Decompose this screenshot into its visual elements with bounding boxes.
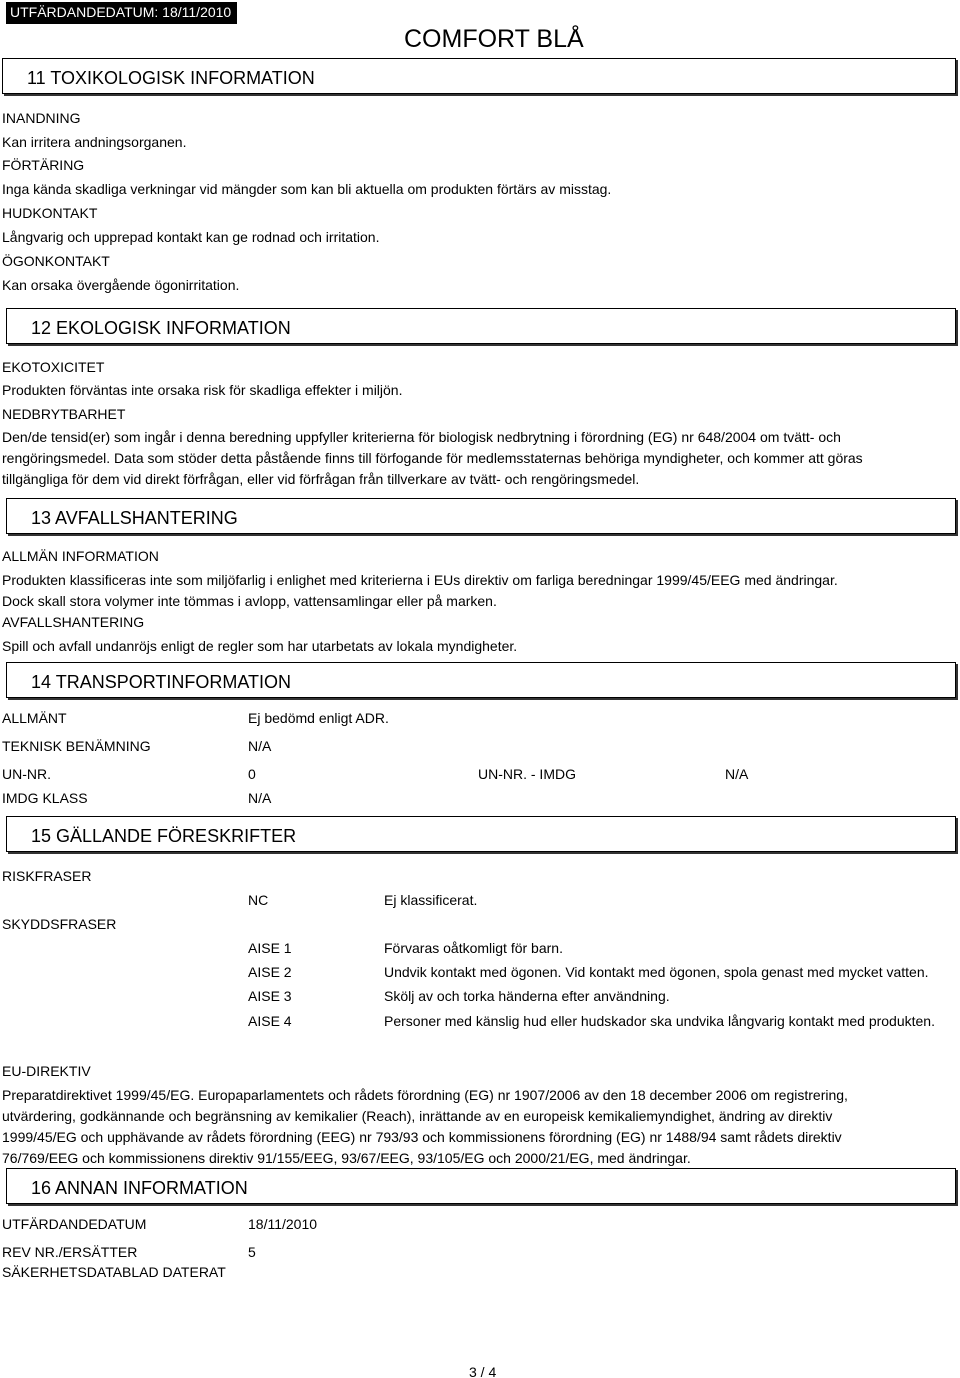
phrase-code: AISE 4	[248, 1013, 292, 1029]
ecotoxicity-label: EKOTOXICITET	[2, 359, 105, 375]
sds-dated-label: SÄKERHETSDATABLAD DATERAT	[2, 1264, 226, 1280]
waste-handling-label: AVFALLSHANTERING	[2, 614, 145, 630]
ecotoxicity-text: Produkten förväntas inte orsaka risk för skadliga effekter i miljön.	[2, 382, 403, 398]
section-13-header	[6, 498, 956, 534]
technical-name-label: TEKNISK BENÄMNING	[2, 738, 151, 754]
degradability-text: Den/de tensid(er) som ingår i denna beredning uppfyller kriterierna för biologisk nedbrytning i förordning (EG) nr 648/2004 om tvätt- och rengöringsmedel. Data som stöder detta påstående finns till förfogande för medlemsstaternas behöriga myndigheter, och kommer att göras tillgängliga för dem vid direkt förfrågan, eller vid förfrågan från tillverkare av tvätt- och rengöringsmedel.	[2, 429, 863, 487]
safety-phrases-label: SKYDDSFRASER	[2, 916, 117, 932]
eu-directive-text: Preparatdirektivet 1999/45/EG. Europaparlamentets och rådets förordning (EG) nr 1907/2006 av den 18 december 2006 om registrering, utvärdering, godkännande och begränsning av kemikalier (Reach), inrättande av en europeisk kemikaliemyndighet, ändring av direktiv 1999/45/EG och upphävande av rådets förordning (EEG) nr 793/93 och kommissionens förordning (EG) nr 1488/94 samt rådets direktiv 76/769/EEG och kommissionens direktiv 91/155/EEG, 93/67/EEG, 93/105/EG och 2000/21/EG, med ändringar.	[2, 1087, 848, 1166]
general-info-label: ALLMÄN INFORMATION	[2, 548, 159, 564]
phrase-text: Undvik kontakt med ögonen. Vid kontakt med ögonen, spola genast med mycket vatten.	[384, 964, 929, 980]
phrase-code: AISE 2	[248, 964, 292, 980]
un-imdg-value: N/A	[725, 766, 749, 782]
section-15-header	[6, 816, 956, 852]
un-imdg-label: UN-NR. - IMDG	[478, 766, 576, 782]
revision-label: REV NR./ERSÄTTER	[2, 1244, 138, 1260]
technical-name-value: N/A	[248, 738, 272, 754]
general-info-line-2: Dock skall stora volymer inte tömmas i avlopp, vattensamlingar eller på marken.	[2, 593, 497, 609]
ingestion-text: Inga kända skadliga verkningar vid mängder som kan bli aktuella om produkten förtärs av misstag.	[2, 181, 612, 197]
eye-contact-text: Kan orsaka övergående ögonirritation.	[2, 277, 240, 293]
un-number-label: UN-NR.	[2, 766, 51, 782]
phrase-text: Ej klassificerat.	[384, 892, 478, 908]
section-12-title: 12 EKOLOGISK INFORMATION	[31, 318, 291, 338]
revision-value: 5	[248, 1244, 256, 1260]
imdg-class-label: IMDG KLASS	[2, 790, 88, 806]
section-12-header	[6, 308, 956, 344]
degradability-label: NEDBRYTBARHET	[2, 406, 126, 422]
product-name: COMFORT BLÅ	[404, 25, 584, 53]
phrase-code: AISE 1	[248, 940, 292, 956]
section-11-title: 11 TOXIKOLOGISK INFORMATION	[27, 68, 315, 88]
section-14-header	[6, 662, 956, 698]
eu-directive-label: EU-DIREKTIV	[2, 1063, 91, 1079]
phrase-code: NC	[248, 892, 269, 908]
inhalation-label: INANDNING	[2, 110, 81, 126]
skin-contact-label: HUDKONTAKT	[2, 205, 98, 221]
inhalation-text: Kan irritera andningsorganen.	[2, 134, 187, 150]
phrase-text: Förvaras oåtkomligt för barn.	[384, 940, 563, 956]
skin-contact-text: Långvarig och upprepad kontakt kan ge rodnad och irritation.	[2, 229, 380, 245]
page-number: 3 / 4	[469, 1364, 497, 1378]
eye-contact-label: ÖGONKONTAKT	[2, 253, 110, 269]
ingestion-label: FÖRTÄRING	[2, 157, 85, 173]
section-14-title: 14 TRANSPORTINFORMATION	[31, 672, 292, 692]
issue-date-value: 18/11/2010	[248, 1216, 318, 1232]
issue-date-banner: UTFÄRDANDEDATUM: 18/11/2010	[6, 2, 237, 24]
waste-handling-text: Spill och avfall undanröjs enligt de regler som har utarbetats av lokala myndigheter.	[2, 638, 518, 654]
section-15-title: 15 GÄLLANDE FÖRESKRIFTER	[31, 826, 297, 846]
section-13-title: 13 AVFALLSHANTERING	[31, 508, 238, 528]
issue-date-label: UTFÄRDANDEDATUM	[2, 1216, 147, 1232]
section-16-title: 16 ANNAN INFORMATION	[31, 1178, 248, 1198]
risk-phrases-label: RISKFRASER	[2, 868, 92, 884]
un-number-value: 0	[248, 766, 256, 782]
section-16-header	[6, 1168, 956, 1204]
imdg-class-value: N/A	[248, 790, 272, 806]
transport-general-label: ALLMÄNT	[2, 710, 67, 726]
general-info-line-1: Produkten klassificeras inte som miljöfarlig i enlighet med kriterierna i EUs direktiv om farliga beredningar 1999/45/EEG med ändringar.	[2, 572, 838, 588]
phrase-code: AISE 3	[248, 988, 292, 1004]
phrase-text: Skölj av och torka händerna efter användning.	[384, 988, 670, 1004]
phrase-text: Personer med känslig hud eller hudskador ska undvika långvarig kontakt med produkten.	[384, 1013, 935, 1029]
section-11-header	[2, 58, 956, 94]
transport-general-value: Ej bedömd enligt ADR.	[248, 710, 389, 726]
